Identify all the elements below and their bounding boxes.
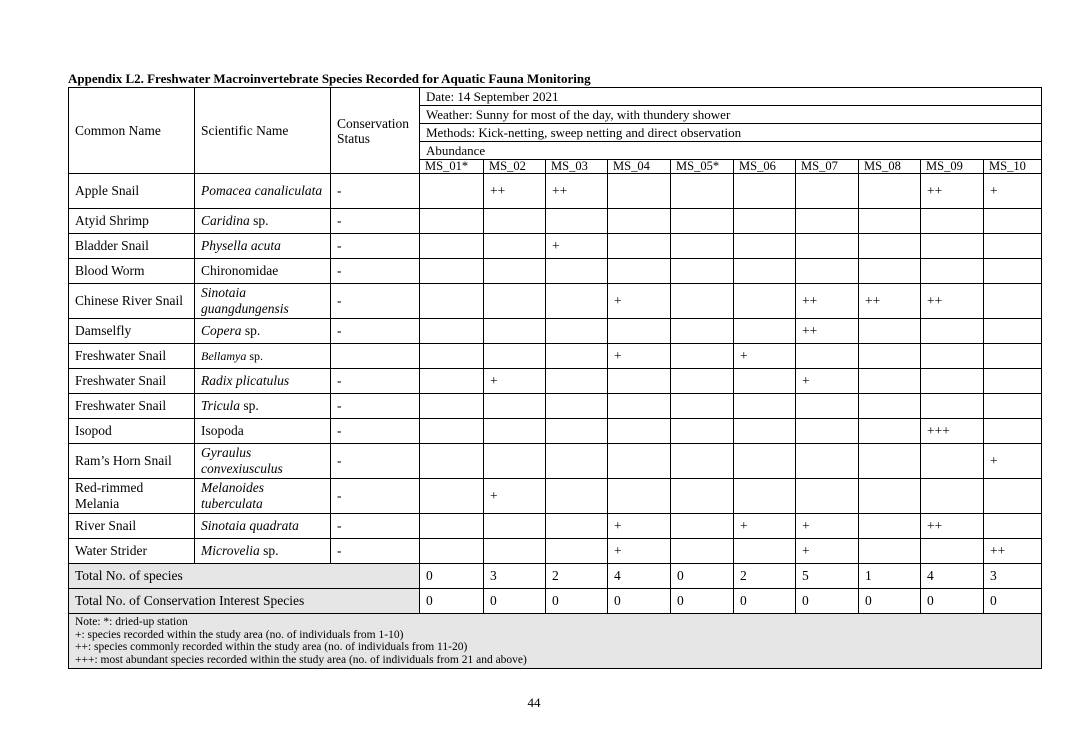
abundance-cell [859,234,921,259]
abundance-cell [734,444,796,479]
abundance-cell [921,344,984,369]
scientific-name: Pomacea canaliculata [201,183,323,198]
abundance-cell [420,479,484,514]
abundance-cell [484,319,546,344]
common-name-cell: Bladder Snail [69,234,195,259]
abundance-cell: ++ [921,174,984,209]
common-name-cell: Blood Worm [69,259,195,284]
note-line: +: species recorded within the study area (no. of individuals from 1-10) [75,628,404,641]
scientific-name: Bellamya [201,349,247,363]
abundance-cell [734,369,796,394]
abundance-cell [484,444,546,479]
abundance-cell [859,444,921,479]
abundance-cell [796,419,859,444]
abundance-cell [796,444,859,479]
abundance-cell [734,539,796,564]
abundance-cell [796,479,859,514]
abundance-cell [734,319,796,344]
scientific-name: Caridina [201,213,250,228]
table-row [69,259,1042,284]
abundance-cell [921,259,984,284]
abundance-cell [859,209,921,234]
abundance-cell [671,514,734,539]
abundance-cell [671,319,734,344]
total-value-cell: 0 [484,589,546,614]
scientific-name-cell [195,369,331,394]
abundance-cell [734,174,796,209]
abundance-cell [608,319,671,344]
abundance-cell: ++ [984,539,1042,564]
total-value-cell: 0 [796,589,859,614]
abundance-cell: + [984,444,1042,479]
common-name-cell: River Snail [69,514,195,539]
abundance-cell [608,419,671,444]
abundance-cell [420,319,484,344]
common-name-cell: Ram’s Horn Snail [69,444,195,479]
abundance-cell: + [484,369,546,394]
abundance-cell [671,444,734,479]
abundance-cell: + [796,514,859,539]
common-name-cell: Freshwater Snail [69,344,195,369]
scientific-name-cell [195,259,331,284]
scientific-name: Isopoda [201,423,244,438]
page-number: 44 [527,695,541,710]
abundance-cell [859,174,921,209]
conservation-status-cell: - [331,369,420,394]
abundance-cell [420,444,484,479]
abundance-cell [671,419,734,444]
abundance-cell [484,539,546,564]
station-header: MS_02 [484,160,546,174]
abundance-cell [420,514,484,539]
note-line: +++: most abundant species recorded within the study area (no. of individuals from 21 and above) [75,653,527,666]
abundance-cell [546,209,608,234]
scientific-name: Melanoides tuberculata [201,480,264,511]
abundance-cell [420,539,484,564]
total-value-cell: 0 [420,589,484,614]
abundance-cell [859,394,921,419]
abundance-cell [484,259,546,284]
scientific-name-cell [195,174,331,209]
abundance-cell [984,209,1042,234]
conservation-status-cell: - [331,319,420,344]
station-header: MS_05* [671,160,734,174]
total-value-cell: 3 [984,564,1042,589]
conservation-status-cell: - [331,514,420,539]
conservation-status-cell: - [331,234,420,259]
abundance-cell: + [608,284,671,319]
conservation-status-cell: - [331,539,420,564]
abundance-cell: + [546,234,608,259]
note-line: Note: *: dried-up station [75,616,188,628]
conservation-status-cell [331,344,420,369]
conservation-status-cell: - [331,479,420,514]
common-name-cell: Atyid Shrimp [69,209,195,234]
station-header: MS_06 [734,160,796,174]
abundance-cell [921,444,984,479]
abundance-cell [420,209,484,234]
total-value-cell: 0 [921,589,984,614]
abundance-cell [546,514,608,539]
abundance-cell [984,479,1042,514]
abundance-cell [608,174,671,209]
abundance-cell [546,394,608,419]
abundance-cell [671,234,734,259]
abundance-cell [921,394,984,419]
abundance-cell [984,394,1042,419]
abundance-cell: + [734,344,796,369]
common-name-cell: Apple Snail [69,174,195,209]
header-conservation-status: Conservation Status [331,88,420,174]
abundance-cell [859,514,921,539]
total-value-cell: 2 [546,564,608,589]
scientific-name: Sinotaia quadrata [201,518,299,533]
abundance-cell: + [734,514,796,539]
abundance-cell [546,419,608,444]
abundance-cell [859,344,921,369]
table-row [69,209,1042,234]
header-common-name: Common Name [69,88,195,174]
survey-weather: Weather: Sunny for most of the day, with thundery shower [420,106,1042,124]
abundance-cell [420,419,484,444]
survey-methods: Methods: Kick-netting, sweep netting and direct observation [420,124,1042,142]
abundance-cell [734,479,796,514]
scientific-name-suffix: sp. [240,398,259,413]
abundance-cell: + [796,369,859,394]
scientific-name: Physella acuta [201,238,281,253]
abundance-cell [420,344,484,369]
abundance-cell [484,419,546,444]
scientific-name: Gyraulus convexiusculus [201,445,283,476]
abundance-cell: + [984,174,1042,209]
abundance-cell: ++ [921,514,984,539]
abundance-cell [608,234,671,259]
abundance-cell [671,344,734,369]
scientific-name: Chironomidae [201,263,279,278]
total-value-cell: 0 [546,589,608,614]
appendix-title: Appendix L2. Freshwater Macroinvertebrate Species Recorded for Aquatic Fauna Monitoring [68,71,591,86]
abundance-cell [420,234,484,259]
abundance-cell [859,369,921,394]
notes-cell [69,614,1042,669]
abundance-cell: ++ [859,284,921,319]
scientific-name-cell [195,419,331,444]
table-row [69,369,1042,394]
scientific-name-cell [195,284,331,319]
totals-label: Total No. of Conservation Interest Species [69,589,420,614]
scientific-name-cell [195,394,331,419]
common-name-cell: Damselfly [69,319,195,344]
scientific-name-cell [195,539,331,564]
abundance-cell [608,394,671,419]
abundance-cell [921,539,984,564]
abundance-cell [484,209,546,234]
abundance-cell [671,394,734,419]
abundance-cell: + [608,514,671,539]
abundance-cell [608,444,671,479]
abundance-cell: ++ [796,284,859,319]
abundance-cell [546,479,608,514]
abundance-cell [671,369,734,394]
scientific-name-cell [195,479,331,514]
abundance-cell [608,259,671,284]
abundance-cell [546,444,608,479]
abundance-cell [984,284,1042,319]
scientific-name-cell [195,319,331,344]
abundance-cell [420,259,484,284]
total-value-cell: 0 [420,564,484,589]
abundance-cell: ++ [796,319,859,344]
abundance-cell [921,319,984,344]
abundance-cell [859,419,921,444]
abundance-cell [671,209,734,234]
total-value-cell: 0 [859,589,921,614]
abundance-cell: ++ [921,284,984,319]
totals-row [69,564,1042,589]
total-value-cell: 0 [984,589,1042,614]
abundance-cell [859,479,921,514]
abundance-cell [546,344,608,369]
total-value-cell: 4 [921,564,984,589]
note-line: ++: species commonly recorded within the study area (no. of individuals from 11-20) [75,641,468,653]
abundance-cell [984,419,1042,444]
abundance-cell [671,284,734,319]
station-header: MS_09 [921,160,984,174]
abundance-cell [608,369,671,394]
conservation-status-cell: - [331,259,420,284]
abundance-cell [420,394,484,419]
abundance-cell [671,539,734,564]
species-table [68,87,1042,669]
abundance-cell [859,319,921,344]
abundance-cell [420,369,484,394]
scientific-name-suffix: sp. [249,213,269,228]
abundance-cell [608,209,671,234]
abundance-cell [734,234,796,259]
header-scientific-name: Scientific Name [195,88,331,174]
abundance-cell [734,259,796,284]
abundance-cell [796,344,859,369]
abundance-cell [984,369,1042,394]
abundance-cell [859,539,921,564]
abundance-cell: +++ [921,419,984,444]
scientific-name-cell [195,209,331,234]
common-name-cell: Isopod [69,419,195,444]
common-name-cell: Red-rimmed Melania [69,479,195,514]
abundance-cell [984,319,1042,344]
abundance-cell [671,259,734,284]
scientific-name-suffix: sp. [246,349,263,363]
table-row [69,419,1042,444]
common-name-cell: Freshwater Snail [69,369,195,394]
total-value-cell: 1 [859,564,921,589]
scientific-name-cell [195,514,331,539]
conservation-status-cell: - [331,444,420,479]
scientific-name: Radix plicatulus [201,373,290,388]
survey-date: Date: 14 September 2021 [420,88,1042,106]
total-value-cell: 0 [671,589,734,614]
abundance-cell [734,394,796,419]
totals-row [69,589,1042,614]
conservation-status-cell: - [331,284,420,319]
abundance-cell [546,369,608,394]
scientific-name: Copera [201,323,242,338]
abundance-cell [546,319,608,344]
abundance-cell [921,479,984,514]
total-value-cell: 2 [734,564,796,589]
scientific-name-suffix: sp. [259,543,279,558]
abundance-cell: + [608,344,671,369]
abundance-cell [546,539,608,564]
table-row [69,444,1042,479]
abundance-cell [921,209,984,234]
table-row [69,344,1042,369]
abundance-cell [734,419,796,444]
abundance-cell [671,479,734,514]
table-row [69,479,1042,514]
abundance-cell [859,259,921,284]
table-row [69,234,1042,259]
scientific-name-suffix: sp. [241,323,261,338]
abundance-cell [796,394,859,419]
table-row [69,284,1042,319]
conservation-status-cell: - [331,209,420,234]
conservation-status-cell: - [331,394,420,419]
scientific-name: Tricula [201,398,241,413]
abundance-cell: ++ [546,174,608,209]
table-row [69,174,1042,209]
station-header: MS_03 [546,160,608,174]
abundance-cell [984,514,1042,539]
abundance-cell [796,234,859,259]
abundance-cell [420,174,484,209]
notes-row [69,614,1042,669]
abundance-cell [734,284,796,319]
abundance-cell: + [796,539,859,564]
abundance-cell [734,209,796,234]
abundance-cell [984,259,1042,284]
abundance-cell [921,369,984,394]
abundance-cell [796,259,859,284]
total-value-cell: 5 [796,564,859,589]
conservation-status-cell: - [331,174,420,209]
scientific-name-cell [195,344,331,369]
common-name-cell: Freshwater Snail [69,394,195,419]
abundance-cell: + [608,539,671,564]
total-value-cell: 0 [608,589,671,614]
abundance-cell [484,284,546,319]
scientific-name-cell [195,234,331,259]
station-header: MS_10 [984,160,1042,174]
abundance-cell [984,234,1042,259]
abundance-cell [921,234,984,259]
station-header: MS_04 [608,160,671,174]
abundance-cell [546,259,608,284]
scientific-name: Microvelia [201,543,260,558]
total-value-cell: 4 [608,564,671,589]
abundance-cell [546,284,608,319]
abundance-cell [671,174,734,209]
abundance-cell [484,344,546,369]
abundance-cell [984,344,1042,369]
totals-label: Total No. of species [69,564,420,589]
abundance-cell [608,479,671,514]
abundance-cell [796,174,859,209]
abundance-cell [484,514,546,539]
abundance-cell [484,394,546,419]
scientific-name-cell [195,444,331,479]
abundance-header: Abundance [420,142,1042,160]
common-name-cell: Water Strider [69,539,195,564]
table-row [69,394,1042,419]
common-name-cell: Chinese River Snail [69,284,195,319]
abundance-cell [484,234,546,259]
abundance-cell [420,284,484,319]
station-header: MS_08 [859,160,921,174]
station-header: MS_01* [420,160,484,174]
conservation-status-cell: - [331,419,420,444]
total-value-cell: 3 [484,564,546,589]
abundance-cell [796,209,859,234]
total-value-cell: 0 [671,564,734,589]
table-row [69,539,1042,564]
station-header: MS_07 [796,160,859,174]
table-row [69,514,1042,539]
scientific-name: Sinotaia guangdungensis [201,285,289,316]
abundance-cell: ++ [484,174,546,209]
abundance-cell: + [484,479,546,514]
total-value-cell: 0 [734,589,796,614]
table-row [69,319,1042,344]
